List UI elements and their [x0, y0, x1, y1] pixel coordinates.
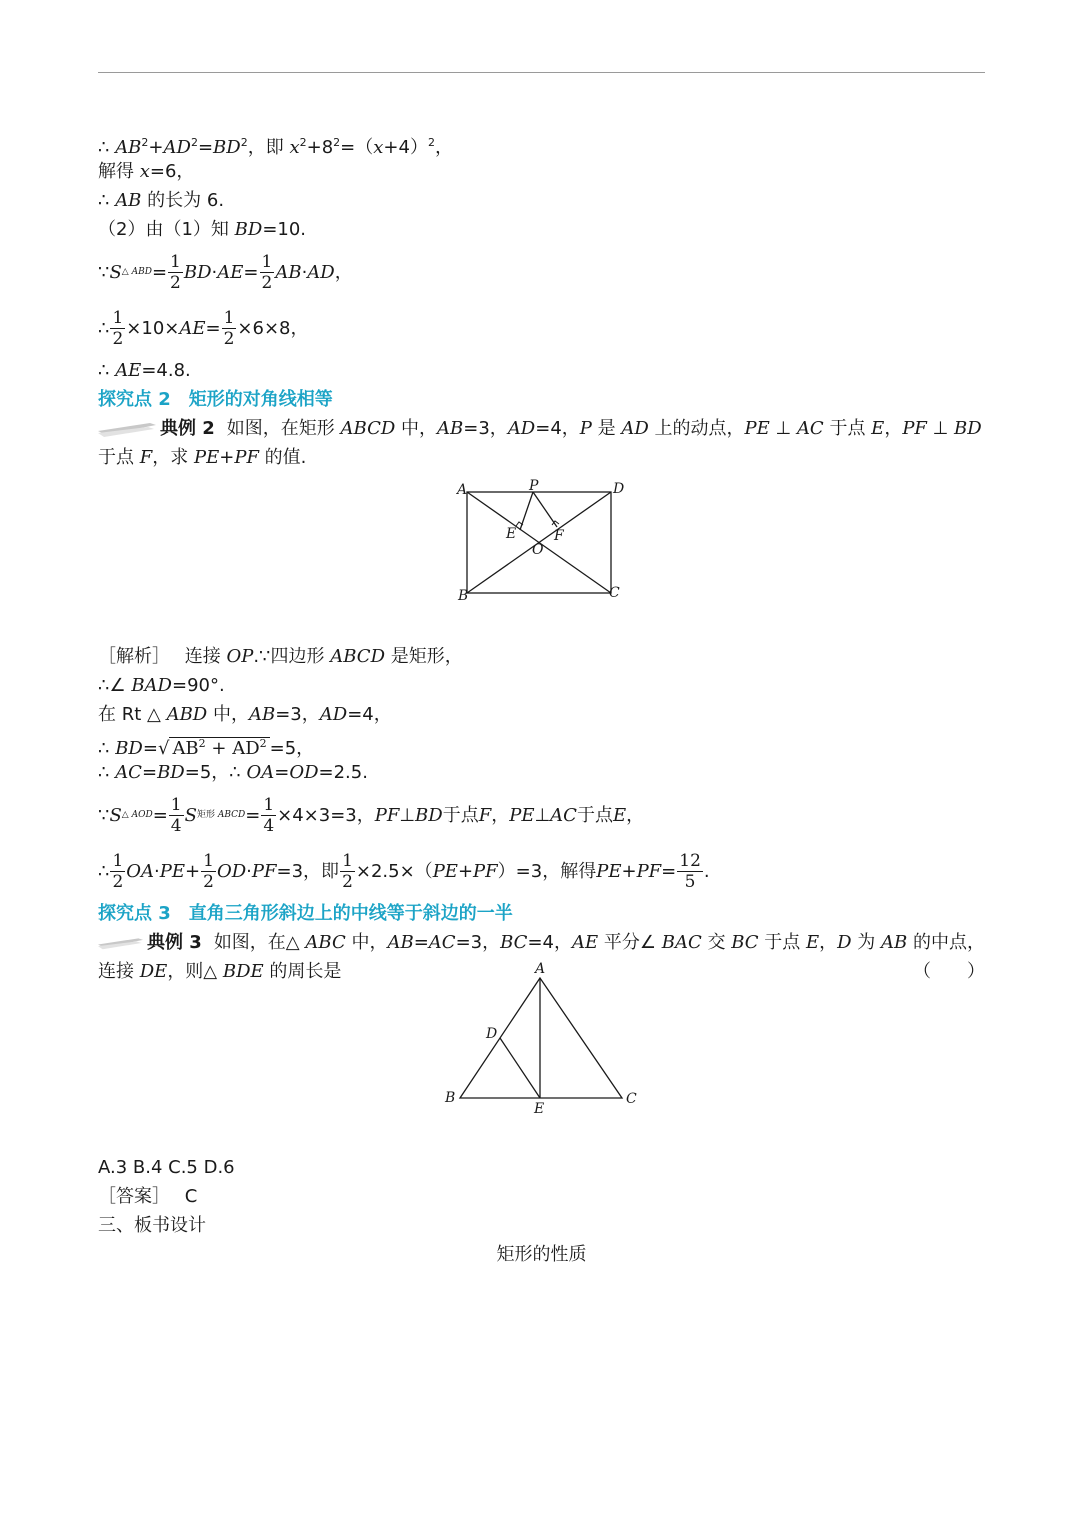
text-line: 连接 DE，则△ BDE 的周长是 （ ）	[98, 957, 985, 986]
text-line: ［解析］ 连接 OP.∵四边形 ABCD 是矩形，	[98, 646, 463, 667]
text-line: ∵ S △ ABD = $\frac{1}{2}$ BD · AE = $\frac{1}{2}$ AB · AD ，	[98, 251, 353, 293]
text-line: ∵ S △ AOD = $\frac{1}{4}$ S 矩形 ABCD = $\frac{1}{4}$ ×4×3=3， PF ⊥ BD 于点 F ， PE ⊥ AC 于点 E ，	[98, 794, 645, 836]
rectangle-figure	[450, 476, 640, 606]
label-e: E	[534, 1101, 545, 1117]
label-o: O	[532, 542, 544, 558]
options-line: A.3 B.4 C.5 D.6	[98, 1157, 235, 1178]
text-line: ∴ BD=√ $AB^2 + AD^2 =5$，	[98, 737, 315, 759]
section-heading: 探究点 2 矩形的对角线相等	[98, 389, 333, 410]
label-e: E	[506, 526, 517, 542]
example-badge-icon	[98, 935, 143, 951]
section-heading: 探究点 3 直角三角形斜边上的中线等于斜边的一半	[98, 903, 513, 924]
board-title: 矩形的性质	[496, 1244, 587, 1265]
label-a: A	[457, 482, 468, 498]
answer-tag: ［答案］	[98, 1186, 161, 1207]
label-c: C	[626, 1091, 637, 1107]
triangle-figure	[440, 958, 650, 1118]
label-f: F	[554, 528, 564, 544]
text-line: ∴ $\frac{1}{2}$ ×10× AE = $\frac{1}{2}$ ×6×8，	[98, 307, 309, 349]
text-line: ∴ $\frac{1}{2}$ OA · PE + $\frac{1}{2}$ OD · PF =3，即 $\frac{1}{2}$ ×2.5×（ PE + PF ）=3，解得 PE + PF = $\frac{12}{5}$ .	[98, 850, 710, 892]
example-label: 典例 2	[160, 418, 215, 439]
answer-value: C	[184, 1186, 198, 1207]
text-line: ∴ AB 的长为 6.	[98, 190, 225, 211]
text-line: （2）由（1）知 BD=10.	[98, 219, 307, 240]
segment-de	[500, 1038, 540, 1098]
text-line: 解得 x=6，	[98, 161, 195, 182]
text-line: 在 Rt △ ABD 中，AB=3，AD=4，	[98, 704, 392, 725]
text-line: ∴∠ BAD=90°.	[98, 675, 225, 696]
triangle-abc	[460, 978, 622, 1098]
label-c: C	[609, 585, 620, 601]
text-line: ∴ $AB^2+AD^2=BD^2$，即 $x^2+8^2=(x+4)^2$，	[98, 136, 453, 158]
label-a: A	[535, 961, 546, 977]
example-label: 典例 3	[147, 932, 202, 953]
example-line: 典例 3 如图，在△ ABC 中，AB=AC=3，BC=4，AE 平分∠ BAC 交 BC 于点 E，D 为 AB 的中点，	[98, 928, 985, 957]
label-d: D	[613, 481, 625, 497]
segment-pf	[533, 492, 557, 527]
text-line	[98, 1182, 985, 1211]
label-d: D	[486, 1026, 498, 1042]
example-badge-icon	[98, 421, 156, 437]
answer-paren: （ ）	[913, 961, 985, 982]
solution-tag: ［解析］	[98, 646, 161, 667]
text-line: ∴ AC=BD=5，∴ OA=OD=2.5.	[98, 762, 368, 783]
section-board-heading: 三、板书设计	[98, 1215, 206, 1236]
header-rule	[98, 72, 985, 73]
example-line: 典例 2 如图，在矩形 ABCD 中，AB=3，AD=4，P 是 AD 上的动点，PE ⊥ AC 于点 E，PF ⊥ BD	[98, 414, 985, 443]
text-line: 于点 F，求 PE+PF 的值.	[98, 447, 307, 468]
label-b: B	[445, 1090, 456, 1106]
label-b: B	[458, 588, 469, 604]
label-p: P	[529, 478, 539, 494]
text-line: ∴ AE=4.8.	[98, 360, 191, 381]
